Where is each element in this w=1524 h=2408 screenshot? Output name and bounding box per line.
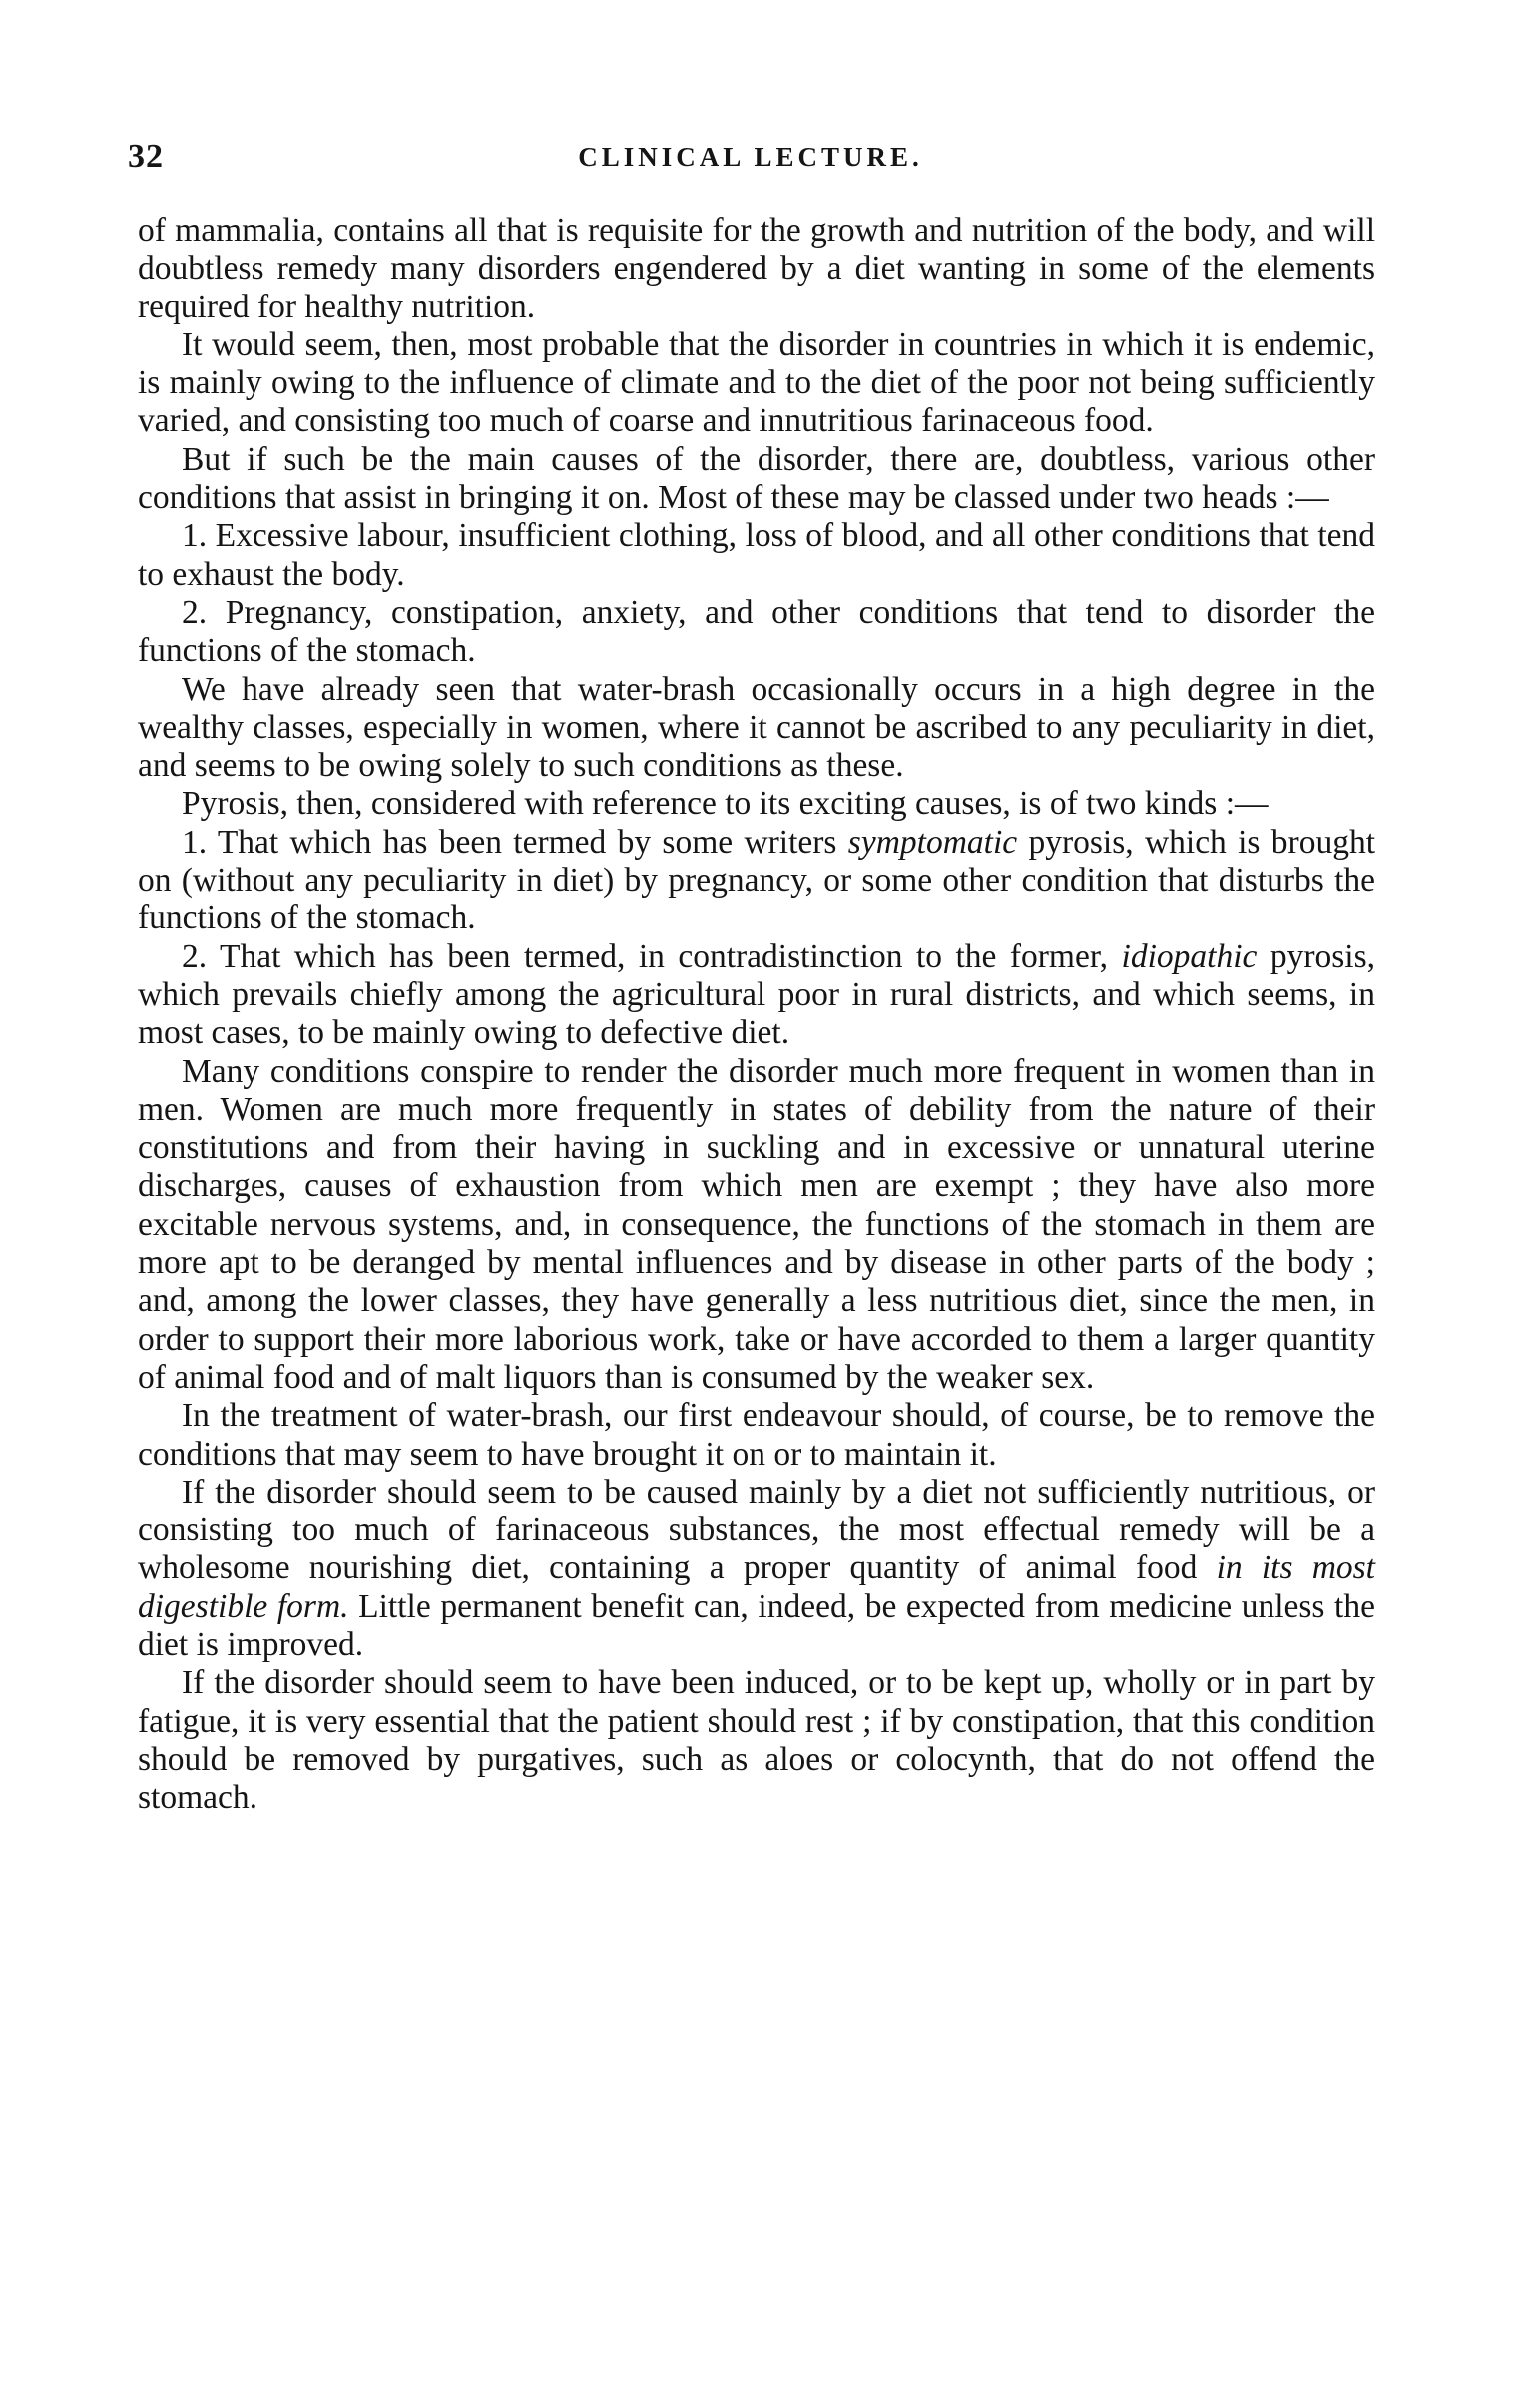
paragraph-fatigue: If the disorder should seem to have been induced, or to be kept up, wholly or in part by fatigue, it is very essential that the patient should rest ; if by constipation, that this condition should be removed by purgatives, such as aloes or colocynth, that do not offend the stomach. xyxy=(138,1664,1375,1817)
paragraph-women: Many conditions conspire to render the disorder much more frequent in women than in men. Women are much more frequently in states of debility from the nature of their constitutions and from their having in suckling and in excessive or unnatural uterine discharges, causes of exhaustion from which men are exempt ; they have also more excitable nervous systems, and, in consequence, the functions of the stomach in them are more apt to be deranged by mental influences and by disease in other parts of the body ; and, among the lower classes, they have generally a less nutritious diet, since the men, in order to support their more laborious work, take or have accorded to them a larger quantity of animal food and of malt liquors than is consumed by the weaker sex. xyxy=(138,1052,1375,1396)
paragraph-continuation: of mammalia, contains all that is requisite for the growth and nutrition of the body, and will doubtless remedy many disorders engendered by a diet wanting in some of the elements required for healthy nutrition. xyxy=(138,212,1375,325)
paragraph-climate-diet: It would seem, then, most probable that the disorder in countries in which it is endemic, is mainly owing to the influence of climate and to the diet of the poor not being sufficiently varied, and consisting too much of coarse and innutritious farinaceous food. xyxy=(138,325,1375,440)
paragraph-wealthy-classes: We have already seen that water-brash occasionally occurs in a high degree in the wealthy classes, especially in women, where it cannot be ascribed to any peculiarity in diet, and seems to be owing solely to such conditions as these. xyxy=(138,670,1375,785)
text-run: 1. That which has been termed by some writers xyxy=(182,823,848,861)
paragraph-diet-remedy xyxy=(138,1474,1375,1664)
italic-term-symptomatic: symptomatic xyxy=(847,823,1018,861)
paragraph-two-kinds: Pyrosis, then, considered with reference to its exciting causes, is of two kinds :— xyxy=(182,785,1269,823)
paragraph-other-conditions: But if such be the main causes of the disorder, there are, doubtless, various other conditions that assist in bringing it on. Most of these may be classed under two heads :— xyxy=(138,440,1375,517)
page-number: 32 xyxy=(128,138,164,175)
italic-phrase-digestible: in its most digestible form. xyxy=(138,1549,1375,1625)
italic-term-idiopathic: idiopathic xyxy=(1121,937,1258,975)
text-run: pyrosis, which prevails chiefly among the agricultural poor in rural districts, and which seems, in most cases, to be mainly owing to defective diet. xyxy=(138,937,1375,1052)
running-title: CLINICAL LECTURE. xyxy=(578,142,923,172)
list-item-idiopathic xyxy=(138,938,1375,1053)
paragraph-treatment: In the treatment of water-brash, our first endeavour should, of course, be to remove the conditions that may seem to have brought it on or to maintain it. xyxy=(138,1397,1375,1473)
page-body xyxy=(138,212,1375,1817)
list-item-stomach: 2. Pregnancy, constipation, anxiety, and other conditions that tend to disorder the functions of the stomach. xyxy=(138,593,1375,670)
text-run: If the disorder should seem to be caused mainly by a diet not sufficiently nutritious, or consisting too much of farinaceous substances, the most effectual remedy will be a wholesome nourishing diet, containing a proper quantity of animal food xyxy=(138,1473,1375,1587)
text-run: 2. That which has been termed, in contradistinction to the former, xyxy=(182,937,1122,975)
list-item-exhaustion: 1. Excessive labour, insufficient clothing, loss of blood, and all other conditions that tend to exhaust the body. xyxy=(138,517,1375,593)
text-run: Little permanent benefit can, indeed, be expected from medicine unless the diet is improved. xyxy=(138,1587,1375,1663)
page-header xyxy=(128,138,1373,178)
text-run: pyrosis, which is brought on (without any peculiarity in diet) by pregnancy, or some other condition that disturbs the functions of the stomach. xyxy=(138,823,1376,937)
list-item-symptomatic xyxy=(138,824,1375,938)
